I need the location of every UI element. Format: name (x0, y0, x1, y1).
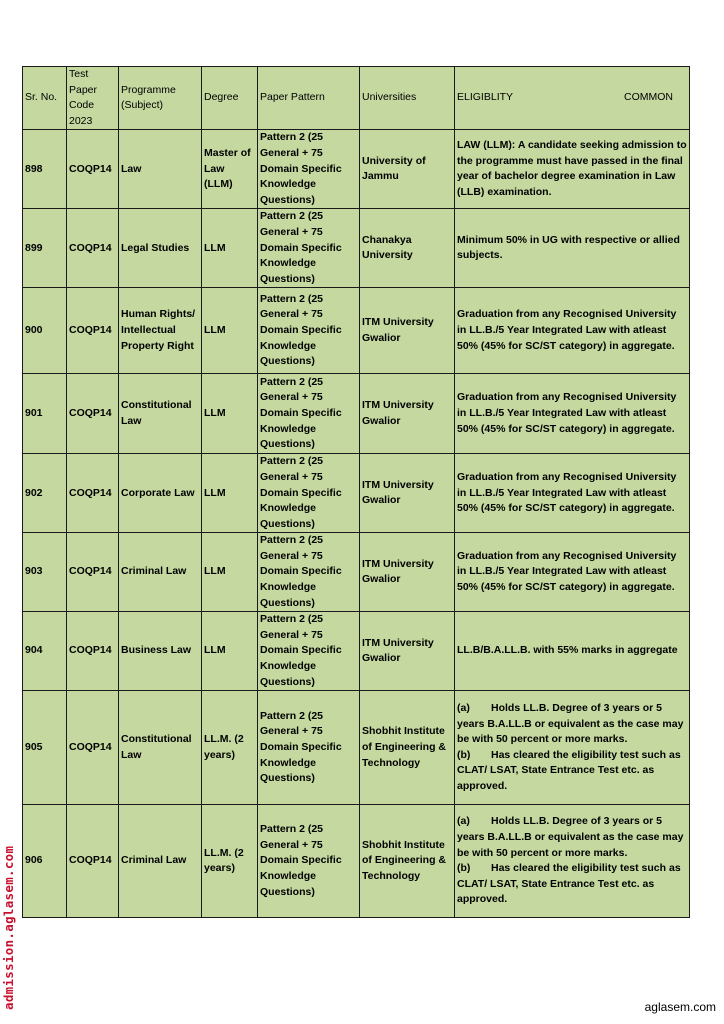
cell-programme: Business Law (119, 612, 202, 691)
table-row (23, 533, 690, 612)
cell-degree: LL.M. (2 years) (202, 691, 258, 805)
cell-sr-no: 904 (23, 612, 67, 691)
eligibility-table (22, 66, 690, 918)
cell-university: Shobhit Institute of Engineering & Technology (360, 805, 455, 918)
cell-code: COQP14 (67, 130, 119, 209)
cell-eligibility: Graduation from any Recognised University in LL.B./5 Year Integrated Law with atleast 50% (45% for SC/ST category) in aggregate. (455, 454, 690, 533)
header-programme: Programme (Subject) (119, 67, 202, 130)
header-universities: Universities (360, 67, 455, 130)
cell-code: COQP14 (67, 691, 119, 805)
cell-university: Shobhit Institute of Engineering & Technology (360, 691, 455, 805)
cell-degree: Master of Law (LLM) (202, 130, 258, 209)
cell-university: ITM University Gwalior (360, 374, 455, 454)
cell-degree: LLM (202, 612, 258, 691)
cell-code: COQP14 (67, 454, 119, 533)
cell-university: ITM University Gwalior (360, 454, 455, 533)
eligibility-item-b (457, 748, 687, 795)
cell-sr-no: 903 (23, 533, 67, 612)
cell-programme: Legal Studies (119, 209, 202, 288)
cell-eligibility: Minimum 50% in UG with respective or allied subjects. (455, 209, 690, 288)
table-row (23, 130, 690, 209)
cell-code: COQP14 (67, 209, 119, 288)
cell-degree: LLM (202, 374, 258, 454)
cell-code: COQP14 (67, 805, 119, 918)
cell-code: COQP14 (67, 533, 119, 612)
cell-university: ITM University Gwalior (360, 612, 455, 691)
header-paper-pattern: Paper Pattern (258, 67, 360, 130)
table-row (23, 374, 690, 454)
cell-programme: Constitutional Law (119, 374, 202, 454)
header-row (23, 67, 690, 130)
cell-pattern: Pattern 2 (25 General + 75 Domain Specific Knowledge Questions) (258, 454, 360, 533)
eligibility-item-b (457, 861, 687, 908)
header-common-label: COMMON (624, 91, 673, 104)
cell-sr-no: 900 (23, 288, 67, 374)
eligibility-item-a (457, 814, 687, 861)
table-row (23, 454, 690, 533)
cell-sr-no: 898 (23, 130, 67, 209)
eligibility-item-b-label: (b) (457, 862, 471, 875)
cell-sr-no: 902 (23, 454, 67, 533)
cell-university: ITM University Gwalior (360, 288, 455, 374)
table-row (23, 691, 690, 805)
eligibility-item-b-text: Has cleared the eligibility test such as CLAT/ LSAT, State Entrance Test etc. as approved. (457, 748, 681, 792)
cell-programme: Human Rights/ Intellectual Property Right (119, 288, 202, 374)
header-sr-no: Sr. No. (23, 67, 67, 130)
eligibility-item-a-text: Holds LL.B. Degree of 3 years or 5 years B.A.LL.B or equivalent as the case may be with 50 percent or more marks. (457, 701, 684, 746)
cell-pattern: Pattern 2 (25 General + 75 Domain Specific Knowledge Questions) (258, 612, 360, 691)
cell-programme: Law (119, 130, 202, 209)
watermark-text: admission.aglasem.com (1, 845, 16, 1010)
table-row (23, 209, 690, 288)
cell-code: COQP14 (67, 612, 119, 691)
cell-university: ITM University Gwalior (360, 533, 455, 612)
table-row (23, 288, 690, 374)
cell-degree: LL.M. (2 years) (202, 805, 258, 918)
eligibility-item-b-text: Has cleared the eligibility test such as CLAT/ LSAT, State Entrance Test etc. as approved. (457, 862, 681, 906)
table-row (23, 805, 690, 918)
cell-pattern: Pattern 2 (25 General + 75 Domain Specific Knowledge Questions) (258, 288, 360, 374)
cell-code: COQP14 (67, 288, 119, 374)
cell-degree: LLM (202, 533, 258, 612)
eligibility-item-a-label: (a) (457, 701, 470, 714)
cell-pattern: Pattern 2 (25 General + 75 Domain Specific Knowledge Questions) (258, 374, 360, 454)
cell-sr-no: 906 (23, 805, 67, 918)
eligibility-item-b-label: (b) (457, 748, 471, 761)
cell-sr-no: 899 (23, 209, 67, 288)
cell-pattern: Pattern 2 (25 General + 75 Domain Specific Knowledge Questions) (258, 691, 360, 805)
cell-pattern: Pattern 2 (25 General + 75 Domain Specific Knowledge Questions) (258, 533, 360, 612)
cell-pattern: Pattern 2 (25 General + 75 Domain Specific Knowledge Questions) (258, 130, 360, 209)
eligibility-item-a (457, 701, 687, 748)
cell-eligibility: LL.B/B.A.LL.B. with 55% marks in aggregate (455, 612, 690, 691)
cell-degree: LLM (202, 454, 258, 533)
cell-eligibility (455, 805, 690, 918)
header-degree: Degree (202, 67, 258, 130)
header-eligibility (455, 67, 690, 130)
cell-pattern: Pattern 2 (25 General + 75 Domain Specific Knowledge Questions) (258, 805, 360, 918)
footer-site-name[interactable]: aglasem.com (644, 1000, 716, 1014)
cell-sr-no: 905 (23, 691, 67, 805)
cell-eligibility (455, 691, 690, 805)
cell-degree: LLM (202, 209, 258, 288)
header-eligibility-label: ELIGIBLITY (457, 91, 514, 104)
cell-pattern: Pattern 2 (25 General + 75 Domain Specific Knowledge Questions) (258, 209, 360, 288)
header-test-paper-code: Test Paper Code 2023 (67, 67, 119, 130)
cell-university: University of Jammu (360, 130, 455, 209)
cell-eligibility: Graduation from any Recognised University in LL.B./5 Year Integrated Law with atleast 50% (45% for SC/ST category) in aggregate. (455, 374, 690, 454)
cell-programme: Constitutional Law (119, 691, 202, 805)
eligibility-item-a-text: Holds LL.B. Degree of 3 years or 5 years B.A.LL.B or equivalent as the case may be with 50 percent or more marks. (457, 815, 684, 859)
cell-programme: Corporate Law (119, 454, 202, 533)
cell-sr-no: 901 (23, 374, 67, 454)
cell-degree: LLM (202, 288, 258, 374)
cell-code: COQP14 (67, 374, 119, 454)
cell-eligibility: Graduation from any Recognised University in LL.B./5 Year Integrated Law with atleast 50% (45% for SC/ST category) in aggregate. (455, 288, 690, 374)
cell-eligibility: LAW (LLM): A candidate seeking admission to the programme must have passed in the final year of bachelor degree examination in Law (LLB) examination. (455, 130, 690, 209)
table-row (23, 612, 690, 691)
eligibility-item-a-label: (a) (457, 815, 470, 828)
cell-eligibility: Graduation from any Recognised University in LL.B./5 Year Integrated Law with atleast 50% (45% for SC/ST category) in aggregate. (455, 533, 690, 612)
cell-programme: Criminal Law (119, 533, 202, 612)
cell-university: Chanakya University (360, 209, 455, 288)
cell-programme: Criminal Law (119, 805, 202, 918)
